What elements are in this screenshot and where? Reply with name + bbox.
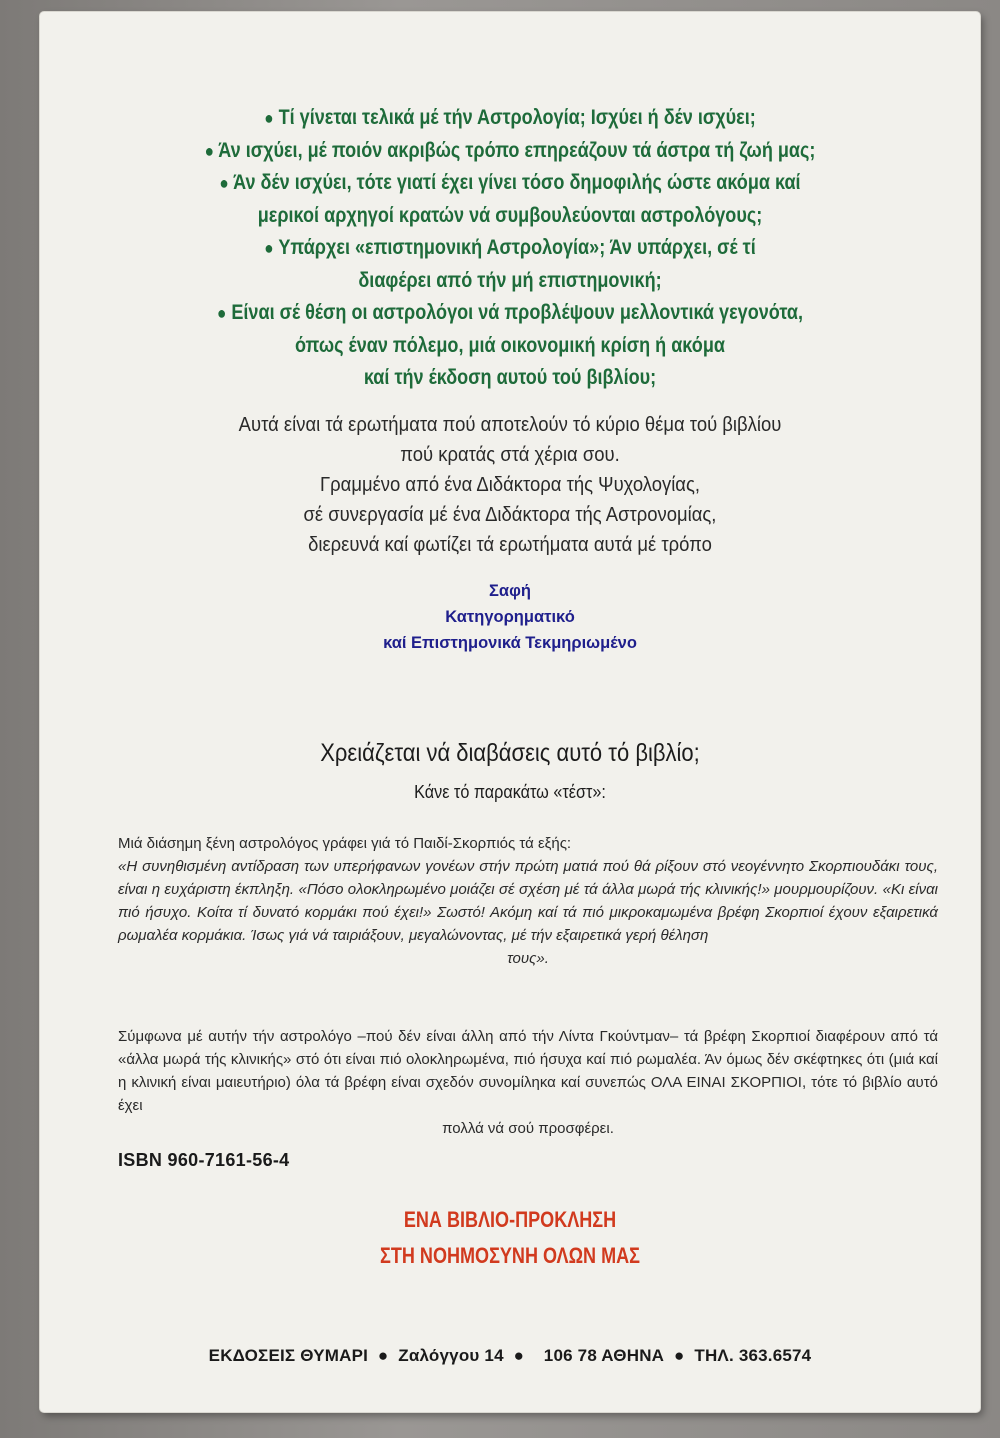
bullet-line: όπως έναν πόλεμο, μιά οικονομική κρίση ή ακόμα	[295, 333, 725, 357]
publisher-city: 106 78 ΑΘΗΝΑ	[543, 1346, 665, 1365]
quote-text: «Η συνηθισμένη αντίδραση των υπερήφανων γονέων στήν πρώτη ματιά πού θά ρίξουν στό νεογέννητο Σκορπιουδάκι τους, είναι η ευχάριστη έκπληξη. «Πόσο ολοκληρωμένο μοιάζει σέ σχέση μέ τά άλλα μωρά τής κλινικής!» μουρμουρίζουν. «Κι είναι πιό ήσυχο. Κοίτα τί δυνατό κορμάκι πού έχει!» Σωστό! Ακόμη καί τά πιό μικροκαμωμένα βρέφη Σκορπιοί έχουν εξαιρετικά ρωμαλέα κορμάκια. Ίσως γιά νά ταιριάξουν, μεγαλώνοντας, μέ τήν εξαιρετικά γερή θέληση	[118, 858, 938, 944]
publisher-phone: ΤΗΛ. 363.6574	[694, 1346, 812, 1365]
bullet-line: Υπάρχει «επιστημονική Αστρολογία»; Άν υπάρχει, σέ τί	[278, 236, 756, 259]
quote-intro: Μιά διάσημη ξένη αστρολόγος γράφει γιά τό Παιδί-Σκορπιός τά εξής:	[118, 835, 572, 852]
bullet-dot-icon: ●	[216, 303, 227, 323]
bullet-dot-icon: ●	[204, 140, 214, 161]
bullet-dot-icon: ●	[264, 108, 274, 128]
emphasis-block	[40, 578, 980, 656]
isbn-label: ISBN 960-7161-56-4	[118, 1150, 290, 1170]
bullet-line: Άν ισχύει, μέ ποιόν ακριβώς τρόπο επηρεάζουν τά άστρα τή ζωή μας;	[218, 138, 816, 162]
bullet-line: καί τήν έκδοση αυτού τού βιβλίου;	[363, 366, 657, 389]
intro-line: πού κρατάς στά χέρια σου.	[400, 443, 620, 466]
emphasis-line: καί Επιστημονικά Τεκμηριωμένο	[383, 634, 637, 652]
intro-line: διερευνά καί φωτίζει τά ερωτήματα αυτά μέ τρόπο	[308, 533, 712, 556]
separator-dot-icon: ●	[669, 1346, 690, 1365]
bullet-item	[106, 297, 914, 395]
book-back-cover	[40, 12, 980, 1412]
publisher-name: ΕΚΔΟΣΕΙΣ ΘΥΜΑΡΙ	[208, 1346, 369, 1365]
intro-paragraph	[87, 410, 933, 560]
bullet-line: μερικοί αρχηγοί κρατών νά συμβουλεύονται αστρολόγους;	[257, 203, 763, 227]
body-text: Σύμφωνα μέ αυτήν τήν αστρολόγο –πού δέν είναι άλλη από τήν Λίντα Γκούντμαν– τά βρέφη Σκορπιοί διαφέρουν από τά «άλλα μωρά τής κλινικής» στό ότι είναι πιό ολοκληρωμένα, πιό ήσυχα καί πιό ρωμαλέα. Άν όμως δέν σκέφτηκες ότι (μιά καί η κλινική είναι μαιευτήριο) όλα τά βρέφη είναι σχεδόν συνομίληκα καί συνεπώς ΟΛΑ ΕΙΝΑΙ ΣΚΟΡΠΙΟΙ, τότε τό βιβλίο αυτό έχει	[118, 1028, 938, 1114]
bullet-line: Τί γίνεται τελικά μέ τήν Αστρολογία; Ισχύει ή δέν ισχύει;	[278, 106, 756, 129]
section-heading: Χρειάζεται νά διαβάσεις αυτό τό βιβλίο;	[320, 739, 700, 767]
challenge-line: ΣΤΗ ΝΟΗΜΟΣΥΝΗ ΟΛΩΝ ΜΑΣ	[380, 1243, 640, 1268]
intro-line: Αυτά είναι τά ερωτήματα πού αποτελούν τό κύριο θέμα τού βιβλίου	[238, 413, 782, 436]
bullet-questions	[106, 102, 914, 395]
section-subheading: Κάνε τό παρακάτω «τέστ»:	[414, 782, 606, 802]
separator-dot-icon: ●	[508, 1346, 539, 1365]
emphasis-line: Κατηγορηματικό	[445, 608, 575, 626]
bullet-item	[106, 167, 914, 232]
challenge-tagline	[125, 1202, 896, 1274]
intro-line: Γραμμένο από ένα Διδάκτορα τής Ψυχολογίας,	[320, 473, 700, 496]
bullet-line: Είναι σέ θέση οι αστρολόγοι νά προβλέψουν μελλοντικά γεγονότα,	[231, 301, 804, 324]
quote-paragraph	[118, 832, 938, 970]
quote-end: τους».	[507, 950, 549, 967]
publisher-footer	[40, 1346, 980, 1366]
bullet-dot-icon: ●	[264, 238, 274, 258]
bullet-line: Άν δέν ισχύει, τότε γιατί έχει γίνει τόσο δημοφιλής ώστε ακόμα καί	[233, 171, 801, 194]
emphasis-line: Σαφή	[489, 582, 531, 600]
body-paragraph	[118, 1025, 938, 1140]
body-end: πολλά νά σού προσφέρει.	[442, 1120, 614, 1137]
bullet-item	[106, 102, 914, 135]
bullet-line: διαφέρει από τήν μή επιστημονική;	[358, 268, 662, 292]
bullet-item	[106, 135, 914, 168]
separator-dot-icon: ●	[372, 1346, 394, 1365]
publisher-address: Ζαλόγγου 14	[398, 1346, 504, 1365]
intro-line: σέ συνεργασία μέ ένα Διδάκτορα τής Αστρονομίας,	[303, 503, 717, 526]
challenge-line: ΕΝΑ ΒΙΒΛΙΟ-ΠΡΟΚΛΗΣΗ	[403, 1207, 617, 1232]
bullet-item	[106, 232, 914, 297]
bullet-dot-icon: ●	[219, 173, 229, 193]
